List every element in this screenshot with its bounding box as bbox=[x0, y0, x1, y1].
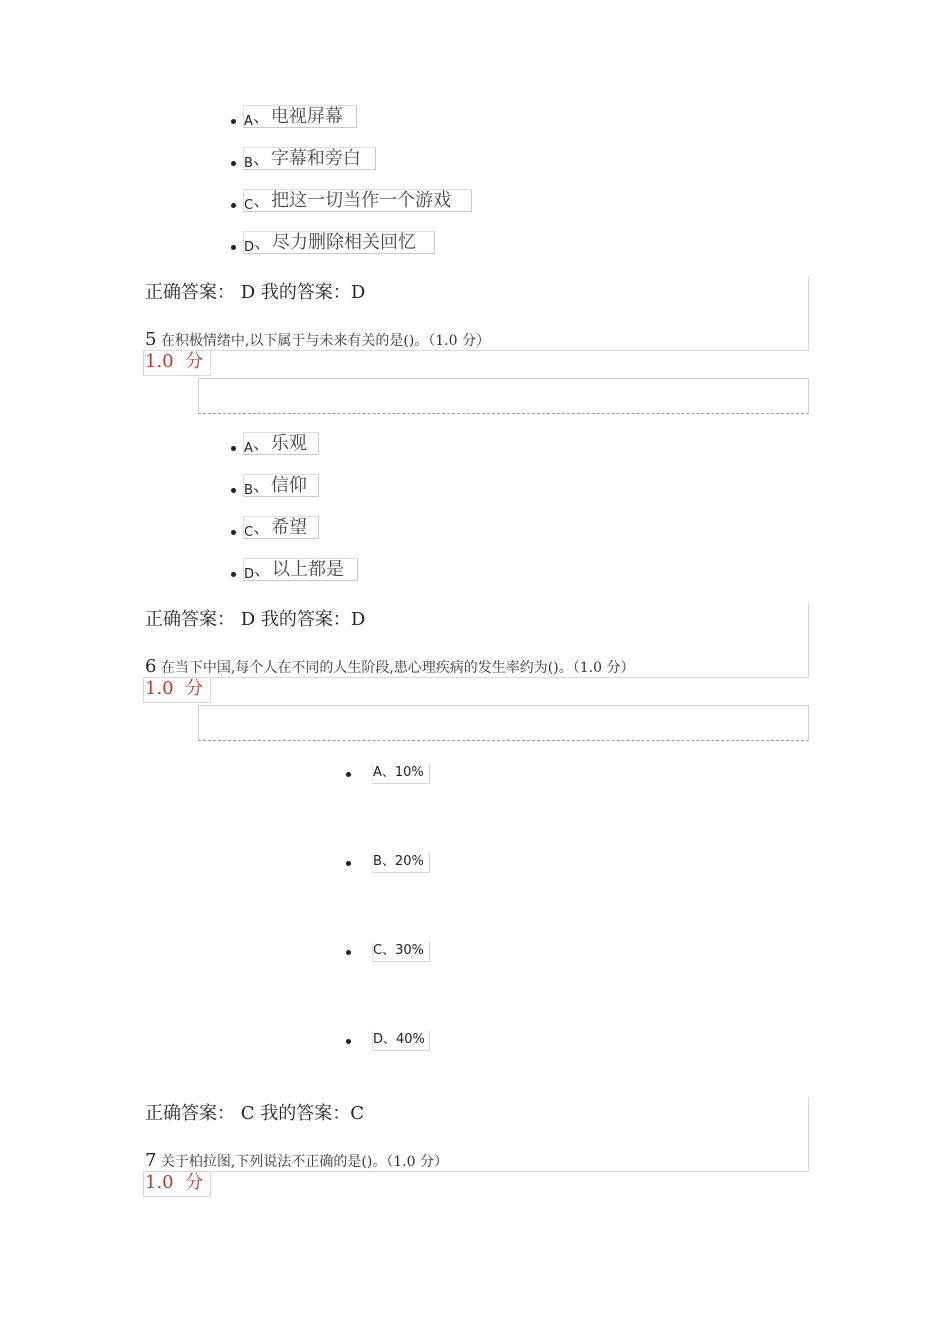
q5-answer-box[interactable] bbox=[198, 378, 809, 414]
q5-answer-block bbox=[143, 603, 809, 678]
q6-answer-block bbox=[143, 1097, 809, 1172]
option-b[interactable] bbox=[243, 474, 319, 497]
option-text: 、信仰 bbox=[252, 475, 307, 496]
bullet bbox=[231, 245, 236, 250]
option-b[interactable]: B、20% bbox=[372, 853, 430, 873]
question-number: 7 bbox=[145, 1150, 157, 1171]
q6-answer-box[interactable] bbox=[198, 705, 809, 741]
bullet bbox=[346, 772, 351, 777]
q7-score: 1.0 分 bbox=[143, 1172, 211, 1197]
option-text: 、希望 bbox=[253, 517, 308, 538]
q5-score: 1.0 分 bbox=[143, 351, 211, 376]
option-text: 、以上都是 bbox=[254, 559, 345, 580]
bullet bbox=[231, 530, 236, 535]
option-letter: B bbox=[244, 483, 253, 498]
option-letter: C bbox=[244, 198, 254, 213]
bullet bbox=[231, 446, 236, 451]
q6-score: 1.0 分 bbox=[143, 678, 211, 703]
option-text: 、字幕和旁白 bbox=[252, 148, 361, 169]
option-letter: D bbox=[244, 567, 255, 582]
bullet bbox=[231, 488, 236, 493]
bullet bbox=[346, 950, 351, 955]
bullet bbox=[231, 572, 236, 577]
question-5-text bbox=[145, 329, 490, 350]
option-letter: C bbox=[244, 525, 254, 540]
option-letter: A bbox=[244, 441, 253, 456]
bullet bbox=[346, 1039, 351, 1044]
question-number: 5 bbox=[145, 329, 157, 350]
option-d[interactable] bbox=[243, 558, 358, 581]
option-c[interactable] bbox=[243, 516, 319, 539]
question-text: 在当下中国,每个人在不同的人生阶段,患心理疾病的发生率约为()。（1.0 分） bbox=[160, 660, 635, 676]
option-text: 、把这一切当作一个游戏 bbox=[253, 190, 452, 211]
option-letter: B bbox=[244, 156, 253, 171]
bullet bbox=[231, 203, 236, 208]
answer-line: 正确答案： C 我的答案：C bbox=[145, 1103, 364, 1124]
bullet bbox=[346, 861, 351, 866]
question-text: 关于柏拉图,下列说法不正确的是()。（1.0 分） bbox=[160, 1154, 448, 1170]
option-a[interactable]: A、10% bbox=[372, 764, 430, 784]
option-b[interactable] bbox=[243, 147, 376, 170]
option-c[interactable] bbox=[243, 189, 472, 212]
question-number: 6 bbox=[145, 656, 157, 677]
option-letter: D bbox=[244, 240, 255, 255]
q4-answer-block bbox=[143, 276, 809, 351]
option-letter: A bbox=[244, 114, 253, 129]
answer-line: 正确答案： D 我的答案：D bbox=[145, 282, 366, 303]
bullet bbox=[231, 161, 236, 166]
question-6-text bbox=[145, 656, 634, 677]
question-7-text bbox=[145, 1150, 448, 1171]
option-d[interactable]: D、40% bbox=[372, 1031, 430, 1051]
answer-line: 正确答案： D 我的答案：D bbox=[145, 609, 366, 630]
option-a[interactable] bbox=[243, 105, 357, 128]
option-a[interactable] bbox=[243, 432, 319, 455]
option-d[interactable] bbox=[243, 231, 435, 254]
option-text: 、乐观 bbox=[252, 433, 307, 454]
option-c[interactable]: C、30% bbox=[372, 942, 430, 962]
bullet bbox=[231, 119, 236, 124]
question-text: 在积极情绪中,以下属于与未来有关的是()。（1.0 分） bbox=[160, 333, 490, 349]
option-text: 、尽力删除相关回忆 bbox=[254, 232, 417, 253]
option-text: 、电视屏幕 bbox=[252, 106, 343, 127]
